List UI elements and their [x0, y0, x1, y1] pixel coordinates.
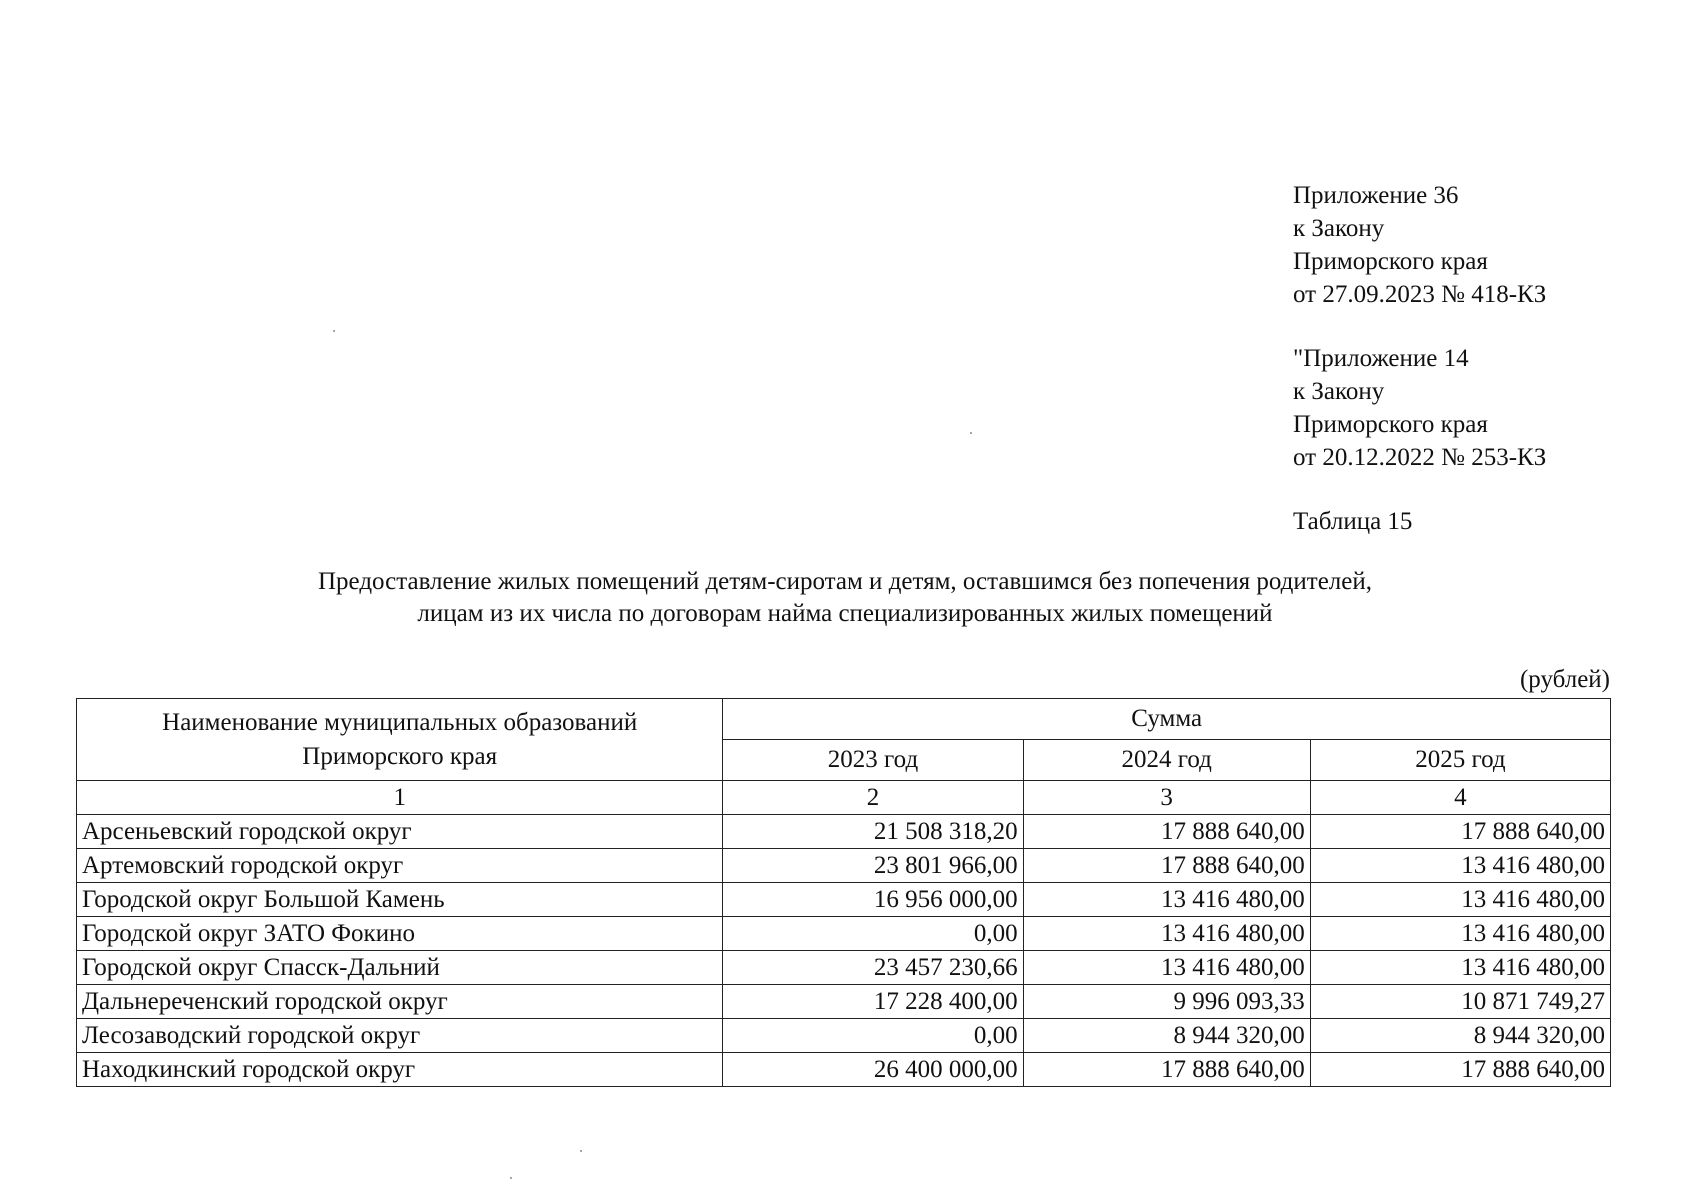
- document-title: [80, 566, 1610, 630]
- amount-2025: 10 871 749,27: [1310, 985, 1610, 1019]
- scan-speck: [333, 330, 335, 332]
- annex-line: от 27.09.2023 № 418-КЗ: [1293, 281, 1547, 308]
- municipality-name: Городской округ Спасск-Дальний: [77, 951, 723, 985]
- amount-2024: 17 888 640,00: [1023, 849, 1310, 883]
- municipality-name: Арсеньевский городской округ: [77, 815, 723, 849]
- amount-2025: 17 888 640,00: [1310, 815, 1610, 849]
- annex-line: Приморского края: [1293, 248, 1488, 275]
- amount-2024: 9 996 093,33: [1023, 985, 1310, 1019]
- table-row: [77, 849, 1611, 883]
- units-label: (рублей): [1519, 666, 1610, 693]
- header-year-2024: 2024 год: [1023, 740, 1310, 781]
- amount-2024: 13 416 480,00: [1023, 951, 1310, 985]
- title-line-2: лицам из их числа по договорам найма специализированных жилых помещений: [417, 600, 1273, 627]
- column-number: 3: [1023, 781, 1310, 815]
- header-year-2025: 2025 год: [1310, 740, 1610, 781]
- annex-line: от 20.12.2022 № 253-КЗ: [1293, 444, 1547, 471]
- amount-2023: 23 457 230,66: [723, 951, 1023, 985]
- table-row: [77, 917, 1611, 951]
- table-row: [77, 1053, 1611, 1087]
- amount-2023: 21 508 318,20: [723, 815, 1023, 849]
- table-row: [77, 883, 1611, 917]
- amount-2023: 17 228 400,00: [723, 985, 1023, 1019]
- amount-2024: 17 888 640,00: [1023, 815, 1310, 849]
- amount-2025: 13 416 480,00: [1310, 883, 1610, 917]
- municipality-name: Лесозаводский городской округ: [77, 1019, 723, 1053]
- scan-speck: [580, 1150, 582, 1152]
- amount-2023: 16 956 000,00: [723, 883, 1023, 917]
- municipality-name: Артемовский городской округ: [77, 849, 723, 883]
- amount-2024: 13 416 480,00: [1023, 917, 1310, 951]
- municipality-name: Находкинский городской округ: [77, 1053, 723, 1087]
- header-municipality: Наименование муниципальных образований Приморского края: [77, 699, 723, 781]
- amount-2025: 8 944 320,00: [1310, 1019, 1610, 1053]
- column-number: 4: [1310, 781, 1610, 815]
- annex-line: к Закону: [1293, 215, 1385, 242]
- annex-line: Приложение 36: [1293, 182, 1459, 209]
- scan-speck: [510, 1177, 512, 1179]
- table-row: [77, 951, 1611, 985]
- amount-2024: 8 944 320,00: [1023, 1019, 1310, 1053]
- amount-2023: 0,00: [723, 1019, 1023, 1053]
- amount-2025: 17 888 640,00: [1310, 1053, 1610, 1087]
- municipality-name: Городской округ Большой Камень: [77, 883, 723, 917]
- amount-2024: 13 416 480,00: [1023, 883, 1310, 917]
- title-line-1: Предоставление жилых помещений детям-сиротам и детям, оставшимся без попечения родителей,: [318, 568, 1372, 595]
- amount-2024: 17 888 640,00: [1023, 1053, 1310, 1087]
- header-sum: Сумма: [723, 699, 1611, 740]
- table-row: [77, 815, 1611, 849]
- amount-2025: 13 416 480,00: [1310, 917, 1610, 951]
- amount-2025: 13 416 480,00: [1310, 849, 1610, 883]
- municipality-name: Городской округ ЗАТО Фокино: [77, 917, 723, 951]
- amount-2023: 0,00: [723, 917, 1023, 951]
- amount-2023: 26 400 000,00: [723, 1053, 1023, 1087]
- annex-line: "Приложение 14: [1293, 345, 1469, 372]
- scan-speck: [970, 432, 972, 434]
- annex-line: к Закону: [1293, 378, 1385, 405]
- annex-current-block: [1293, 179, 1546, 311]
- annex-original-block: [1293, 342, 1546, 474]
- column-number: 1: [77, 781, 723, 815]
- municipality-name: Дальнереченский городской округ: [77, 985, 723, 1019]
- column-number: 2: [723, 781, 1023, 815]
- table-row: [77, 1019, 1611, 1053]
- allocation-table: [76, 698, 1611, 1087]
- table-label: Таблица 15: [1293, 508, 1413, 535]
- table-row: [77, 985, 1611, 1019]
- amount-2023: 23 801 966,00: [723, 849, 1023, 883]
- amount-2025: 13 416 480,00: [1310, 951, 1610, 985]
- header-year-2023: 2023 год: [723, 740, 1023, 781]
- annex-line: Приморского края: [1293, 411, 1488, 438]
